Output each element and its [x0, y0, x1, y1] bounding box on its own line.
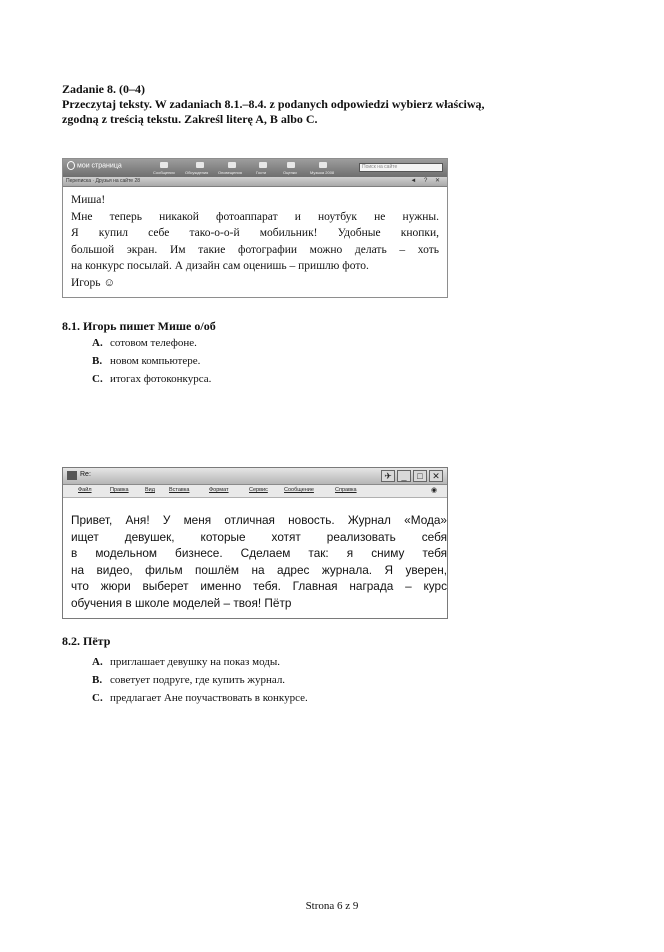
- music-icon[interactable]: [319, 162, 327, 168]
- answer-option-b[interactable]: [92, 355, 200, 367]
- message-body-igor: [71, 192, 439, 291]
- message-line: обучения в школе моделей – твоя! Пётр: [71, 595, 292, 610]
- menu-item-insert[interactable]: Вставка: [169, 487, 190, 493]
- message-line: что жюри выберет именно тебя. Главная награда – курс: [71, 579, 447, 593]
- nav-item-6[interactable]: Музыка 2008: [310, 170, 335, 175]
- message-line: Мне теперь никакой фотоаппарат и ноутбук не нужны.: [71, 210, 439, 223]
- social-top-bar: [63, 159, 447, 177]
- answer-option-a[interactable]: [92, 656, 280, 668]
- email-window: [62, 467, 448, 619]
- option-letter: B.: [92, 674, 103, 686]
- message-line: Миша!: [71, 194, 106, 206]
- email-title: Re:: [80, 471, 91, 478]
- guests-icon[interactable]: [259, 162, 267, 168]
- answer-option-a[interactable]: [92, 337, 197, 349]
- nav-item-3[interactable]: Оповещения: [218, 170, 242, 175]
- option-letter: C.: [92, 373, 103, 385]
- email-menu-bar: [63, 485, 447, 498]
- option-letter: A.: [92, 337, 103, 349]
- messages-icon[interactable]: [160, 162, 168, 168]
- message-line: Игорь ☺: [71, 276, 116, 289]
- option-text: итогах фотоконкурса.: [110, 373, 212, 385]
- menu-item-format[interactable]: Формат: [209, 487, 229, 493]
- task-instruction-line-2: zgodną z treścią tekstu. Zakreśl literę A, B albo C.: [62, 112, 318, 126]
- conversation-tab[interactable]: Переписка · Друзья на сайте 28: [66, 178, 141, 184]
- message-line: большой экран. Им такие фотографии можно делать – хоть: [71, 243, 439, 256]
- menu-item-file[interactable]: Файл: [78, 487, 92, 493]
- nav-item-4[interactable]: Гости: [256, 170, 267, 175]
- message-line: на видео, фильм пошлём на адрес журнала. Я уверен,: [71, 562, 447, 577]
- nav-item-2[interactable]: Обсуждения: [185, 170, 209, 175]
- option-text: сотовом телефоне.: [110, 337, 197, 349]
- task-instruction-line-1: Przeczytaj teksty. W zadaniach 8.1.–8.4. z podanych odpowiedzi wybierz właściwą,: [62, 97, 485, 111]
- menu-item-tools[interactable]: Сервис: [249, 487, 268, 493]
- option-text: советует подруге, где купить журнал.: [110, 674, 286, 686]
- email-title-bar: [63, 468, 447, 485]
- menu-item-edit[interactable]: Правка: [110, 487, 129, 493]
- minimize-button[interactable]: _: [397, 470, 411, 482]
- social-network-window: [62, 158, 448, 298]
- menu-item-help[interactable]: Справка: [335, 487, 357, 493]
- task-header: [62, 82, 602, 127]
- answer-option-b[interactable]: [92, 674, 285, 686]
- option-text: новом компьютере.: [110, 355, 201, 367]
- conversation-tab-bar: [63, 177, 447, 187]
- task-title: Zadanie 8. (0–4): [62, 82, 146, 96]
- answer-option-c[interactable]: [92, 692, 308, 704]
- option-letter: B.: [92, 355, 103, 367]
- message-line: ищет девушек, которые хотят реализовать себя: [71, 529, 447, 544]
- discussions-icon[interactable]: [196, 162, 204, 168]
- maximize-button[interactable]: □: [413, 470, 427, 482]
- question-8-1-title: 8.1. Игорь пишет Мише о/об: [62, 319, 216, 333]
- site-name: мои страница: [77, 162, 122, 170]
- logo-icon: [67, 161, 75, 170]
- answer-option-c[interactable]: [92, 373, 211, 385]
- option-letter: A.: [92, 656, 103, 668]
- pin-icon[interactable]: ✈: [381, 470, 395, 482]
- option-text: приглашает девушку на показ моды.: [110, 656, 281, 668]
- search-input[interactable]: Поиск на сайте: [359, 163, 443, 172]
- window-controls[interactable]: ◄ ? ✕: [410, 178, 443, 184]
- ratings-icon[interactable]: [287, 162, 295, 168]
- message-line: на конкурс посылай. А дизайн сам оценишь – пришлю фото.: [71, 260, 369, 272]
- bell-icon[interactable]: [228, 162, 236, 168]
- question-8-2-title: 8.2. Пётр: [62, 634, 111, 648]
- menu-item-view[interactable]: Вид: [145, 487, 155, 493]
- menu-item-message[interactable]: Сообщение: [284, 487, 314, 493]
- nav-item-5[interactable]: Оценки: [283, 170, 297, 175]
- site-logo[interactable]: [67, 161, 122, 170]
- page-number: Strona 6 z 9: [305, 900, 359, 912]
- close-button[interactable]: ✕: [429, 470, 443, 482]
- message-body-piotr: [71, 512, 447, 611]
- message-line: Я купил себе тако-о-о-й мобильник! Удобные кнопки,: [71, 227, 439, 239]
- windows-logo-icon: ◉: [431, 487, 438, 494]
- nav-item-1[interactable]: Сообщения: [153, 170, 175, 175]
- envelope-icon: [67, 471, 77, 480]
- message-line: в модельном бизнесе. Сделаем так: я сниму тебя: [71, 546, 447, 560]
- option-letter: C.: [92, 692, 103, 704]
- message-line: Привет, Аня! У меня отличная новость. Журнал «Мода»: [71, 513, 447, 527]
- option-text: предлагает Ане поучаствовать в конкурсе.: [110, 692, 308, 704]
